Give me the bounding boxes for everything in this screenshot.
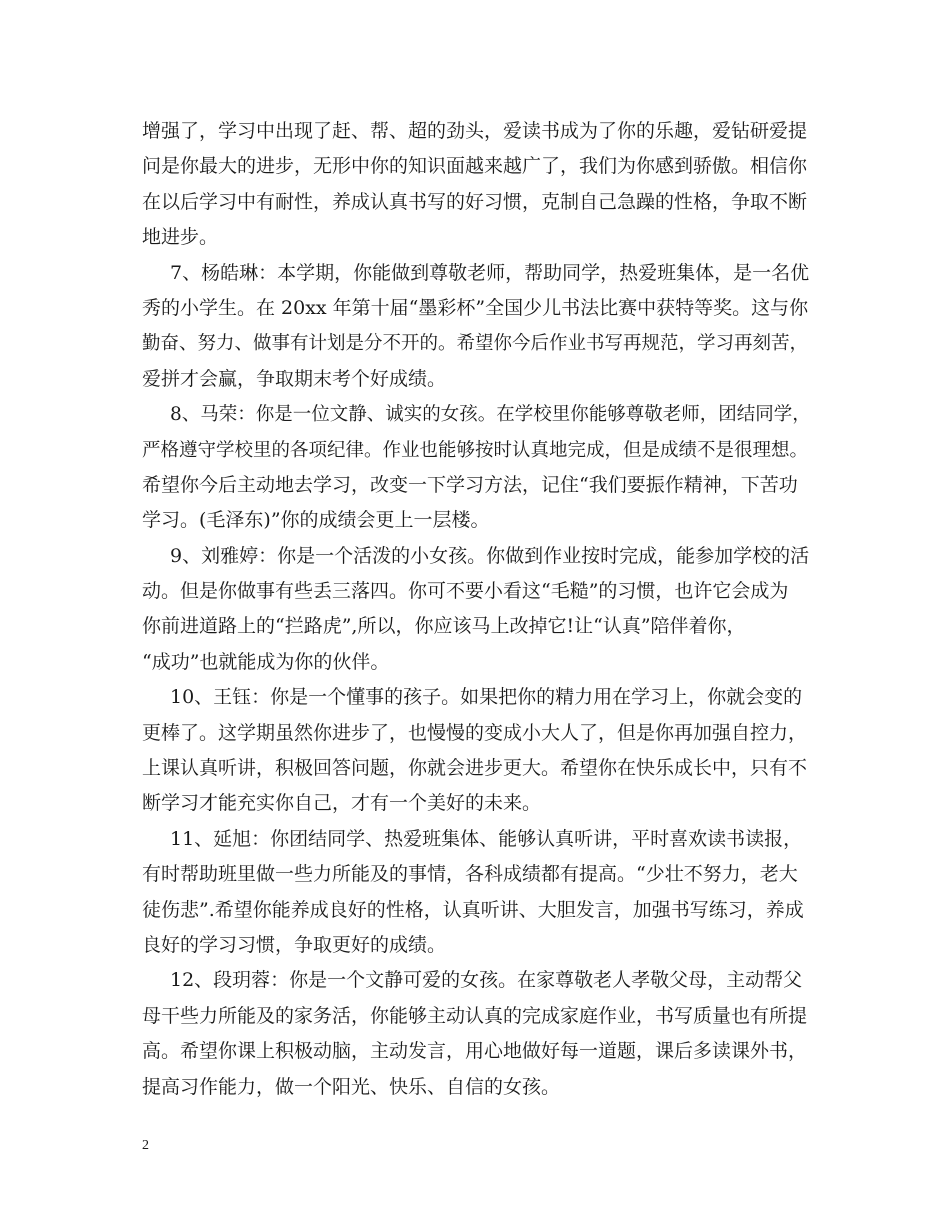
- text-line: 爱拼才会赢，争取期末考个好成绩。: [142, 367, 447, 390]
- text-line: 8、马荣：你是一位文静、诚实的女孩。在学校里你能够尊敬老师，团结同学，: [170, 404, 811, 426]
- text-line: 7、杨皓琳：本学期，你能做到尊敬老师，帮助同学，热爱班集体，是一名优: [170, 261, 810, 284]
- text-line: 良好的学习习惯，争取更好的成绩。: [142, 933, 447, 956]
- text-line: 10、王钰：你是一个懂事的孩子。如果把你的精力用在学习上，你就会变的: [170, 686, 803, 709]
- text-line: 动。但是你做事有些丢三落四。你可不要小看这“毛糙”的习惯，也许它会成为: [142, 580, 789, 603]
- text-line: 地进步。: [142, 226, 219, 249]
- text-line: 希望你今后主动地去学习，改变一下学习方法，记住“我们要振作精神，下苦功: [142, 473, 798, 496]
- document-body: [142, 114, 822, 1105]
- text-line: 勤奋、努力、做事有计划是分不开的。希望你今后作业书写再规范，学习再刻苦，: [142, 333, 809, 355]
- text-line: 12、段玥蓉：你是一个文静可爱的女孩。在家尊敬老人孝敬父母，主动帮父: [170, 969, 803, 992]
- text-line: 学习。(毛泽东)”你的成绩会更上一层楼。: [142, 509, 490, 532]
- text-line: 问是你最大的进步，无形中你的知识面越来越广了，我们为你感到骄傲。相信你: [142, 155, 808, 178]
- text-line: “成功”也就能成为你的伙伴。: [142, 650, 390, 673]
- text-line: 9、刘雅婷：你是一个活泼的小女孩。你做到作业按时完成，能参加学校的活: [170, 544, 810, 567]
- text-line: 在以后学习中有耐性，养成认真书写的好习惯，克制自己急躁的性格，争取不断: [142, 190, 808, 213]
- text-line: 增强了，学习中出现了赶、帮、超的劲头，爱读书成为了你的乐趣，爱钻研爱提: [142, 120, 808, 142]
- text-line: 严格遵守学校里的各项纪律。作业也能够按时认真地完成，但是成绩不是很理想。: [142, 439, 809, 461]
- text-line: 有时帮助班里做一些力所能及的事情，各科成绩都有提高。“少壮不努力，老大: [142, 863, 798, 886]
- text-line: 母干些力所能及的家务活，你能够主动认真的完成家庭作业，书写质量也有所提: [142, 1004, 808, 1027]
- text-line: 高。希望你课上积极动脑，主动发言，用心地做好每一道题，课后多读课外书，: [142, 1040, 808, 1063]
- text-line: 更棒了。这学期虽然你进步了，也慢慢的变成小大人了，但是你再加强自控力，: [142, 721, 808, 744]
- text-line: 上课认真听讲，积极回答问题，你就会进步更大。希望你在快乐成长中，只有不: [142, 757, 808, 780]
- text-line: 你前进道路上的“拦路虎”,所以，你应该马上改掉它!让“认真”陪伴着你，: [142, 615, 746, 638]
- text-line: 徒伤悲”.希望你能养成良好的性格，认真听讲、大胆发言，加强书写练习，养成: [142, 898, 804, 921]
- text-line: 提高习作能力，做一个阳光、快乐、自信的女孩。: [142, 1075, 561, 1098]
- text-line: 11、延旭：你团结同学、热爱班集体、能够认真听讲，平时喜欢读书读报，: [170, 827, 803, 850]
- text-line: 秀的小学生。在 20xx 年第十届“墨彩杯”全国少儿书法比赛中获特等奖。这与你: [142, 296, 809, 319]
- page-number: 2: [142, 1138, 149, 1153]
- text-line: 断学习才能充实你自己，才有一个美好的未来。: [142, 792, 542, 815]
